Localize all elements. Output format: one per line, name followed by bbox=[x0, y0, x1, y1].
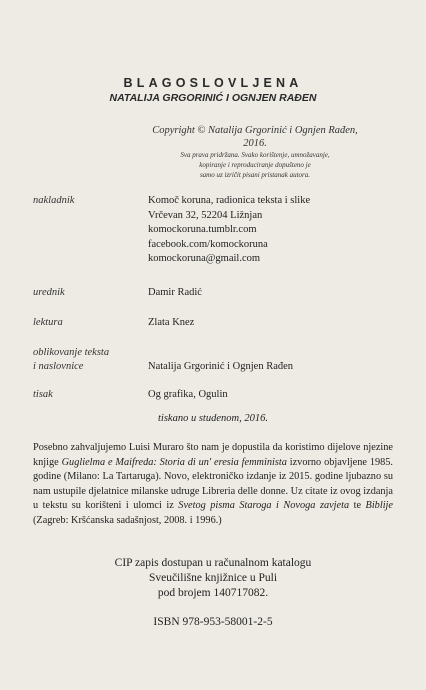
ack-bible-title: Svetog pisma Staroga i Novoga zavjeta bbox=[178, 500, 350, 511]
rights-line-1: Sva prava pridržana. Svako korištenje, umnožavanje, bbox=[180, 151, 330, 159]
acknowledgement bbox=[33, 441, 393, 528]
rights-line-3: samo uz izričit pisani pristanak autora. bbox=[199, 171, 311, 179]
publisher-line: facebook.com/komockoruna bbox=[148, 238, 268, 250]
design-label-line-1: oblikovanje teksta bbox=[33, 347, 110, 358]
ack-text-4: (Zagreb: Kršćanska sadašnjost, 2008. i 1996.) bbox=[33, 514, 222, 526]
ack-text-3: te bbox=[349, 500, 366, 511]
design-value: Natalija Grgorinić i Ognjen Rađen bbox=[148, 361, 294, 372]
copyright-line: Copyright © Natalija Grgorinić i Ognjen Rađen, 2016. bbox=[152, 125, 358, 149]
design-label-line-2: i naslovnice bbox=[33, 361, 84, 372]
publisher-label: nakladnik bbox=[33, 195, 75, 206]
book-title: BLAGOSLOVLJENA bbox=[123, 76, 303, 90]
isbn: ISBN 978-953-58001-2-5 bbox=[153, 616, 273, 628]
book-authors: NATALIJA GRGORINIĆ I OGNJEN RAĐEN bbox=[109, 92, 317, 104]
publisher-line: komockoruna.tumblr.com bbox=[148, 224, 257, 235]
cip-line-2: Sveučilišne knjižnice u Puli bbox=[148, 572, 278, 584]
publisher-line: Vrčevan 32, 52204 Ližnjan bbox=[148, 209, 263, 221]
cip-line-3: pod brojem 140717082. bbox=[157, 587, 269, 599]
editor-label: urednik bbox=[33, 287, 65, 298]
cip-record bbox=[0, 556, 426, 601]
print-value: Og grafika, Ogulin bbox=[148, 389, 228, 400]
ack-book-title: Guglielma e Maifreda: Storia di un' eresia femminista bbox=[61, 456, 287, 468]
design-label bbox=[33, 346, 143, 374]
publisher-line: komockoruna@gmail.com bbox=[148, 253, 261, 264]
editor-value: Damir Radić bbox=[148, 287, 202, 298]
publisher-value bbox=[148, 194, 398, 267]
proofreading-value: Zlata Knez bbox=[148, 317, 195, 328]
copyright-notice bbox=[140, 124, 370, 180]
publisher-line: Komoč koruna, radionica teksta i slike bbox=[148, 195, 311, 206]
cip-line-1: CIP zapis dostupan u računalnom katalogu bbox=[114, 557, 312, 569]
printed-date: tiskano u studenom, 2016. bbox=[158, 413, 268, 424]
print-label: tisak bbox=[33, 389, 53, 400]
ack-text-1: Posebno zahvaljujemo Luisi Muraro što nam je dopustila da koristimo dijelove njezine knjige bbox=[33, 442, 393, 468]
proofreading-label: lektura bbox=[33, 317, 63, 328]
ack-text-2: izvorno objavljene 1985. godine (Milano: La Tartaruga). Novo, elektroničko izdanje iz 2015. godine ljubazno su nam ustupile djelatnice milanske udruge Libreria delle donne. Uz citate iz ovog izdanja u tekstu su korišteni i ulomci iz bbox=[33, 456, 394, 511]
rights-line-2: kopiranje i reproduciranje dopušteno je bbox=[199, 161, 311, 169]
ack-bible-short: Biblije bbox=[365, 500, 393, 511]
